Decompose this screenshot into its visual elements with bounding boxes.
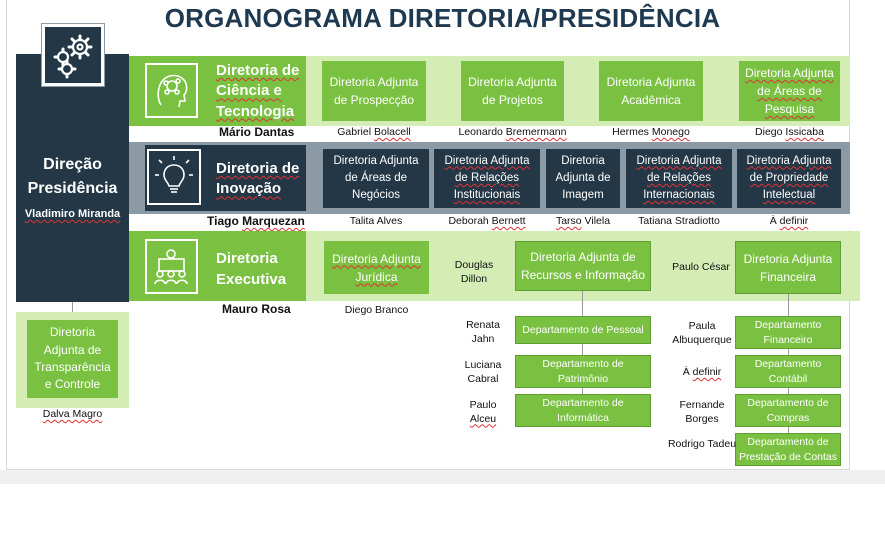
dept-pessoal: Departamento de Pessoal [515, 316, 651, 344]
imagem-box: Diretoria Adjunta de Imagem [546, 149, 620, 208]
propriedade-intelectual-name: À definir [769, 215, 809, 227]
executiva-head-label: Diretoria Executiva [216, 250, 287, 288]
presidencia-name: Vladimiro Miranda [24, 208, 121, 220]
meeting-icon [147, 241, 196, 292]
projetos-name: Leonardo Bremermann [458, 126, 567, 138]
relacoes-internacionais-name: Tatiana Stradiotto [638, 215, 720, 227]
projetos-box: Diretoria Adjunta de Projetos [461, 61, 564, 121]
dept-compras: Departamento de Compras [735, 394, 841, 427]
transparencia-box: Diretoria Adjunta de Transparência e Controle [27, 320, 118, 398]
relacoes-internacionais-box: Diretoria Adjunta de Relações Internacionais [626, 149, 732, 208]
brain-icon [147, 65, 196, 116]
recursos-name: Douglas Dillon [454, 259, 494, 285]
dept-informatica: Departamento de Informática [515, 394, 651, 427]
ciencia-head-name: Mário Dantas [219, 125, 295, 139]
academica-box: Diretoria Adjunta Acadêmica [599, 61, 703, 121]
inovacao-head-name: Tiago Marquezan [207, 214, 305, 228]
juridica-name: Diego Branco [344, 304, 409, 316]
areas-pesquisa-name: Diego Issicaba [755, 126, 824, 138]
dept-informatica-name: Paulo Alceu [469, 399, 497, 425]
presidencia-connector [72, 302, 73, 312]
dept-financeiro: Departamento Financeiro [735, 316, 841, 349]
dept-pessoal-name: Renata Jahn [466, 319, 500, 345]
dept-prestacao-contas: Departamento de Prestação de Contas [735, 433, 841, 466]
dept-contabil: Departamento Contábil [735, 355, 841, 388]
meeting-icon-frame [145, 239, 198, 294]
financeira-box: Diretoria Adjunta Financeira [735, 241, 841, 294]
dept-financeiro-name: Paula Albuquerque [672, 320, 732, 346]
prospeccao-name: Gabriel Bolacell [337, 126, 411, 138]
dept-patrimonio-name: Luciana Cabral [464, 359, 502, 385]
dept-contabil-name: À definir [682, 366, 722, 378]
juridica-box: Diretoria Adjunta Jurídica [324, 241, 429, 294]
gears-icon-frame [42, 24, 104, 86]
transparencia-name: Dalva Magro [42, 408, 103, 420]
bottom-strip [0, 470, 885, 484]
areas-pesquisa-box: Diretoria Adjunta de Áreas de Pesquisa [739, 61, 840, 121]
presidencia-title: Direção Presidência [27, 156, 118, 197]
imagem-name: Tarso Vilela [555, 215, 611, 227]
dept-compras-name: Fernande Borges [679, 399, 725, 425]
lightbulb-icon [149, 151, 199, 203]
relacoes-institucionais-box: Diretoria Adjunta de Relações Institucionais [434, 149, 540, 208]
gears-icon [45, 27, 101, 83]
propriedade-intelectual-box: Diretoria Adjunta de Propriedade Intelectual [737, 149, 841, 208]
lightbulb-icon-frame [147, 149, 201, 205]
inovacao-head-label: Diretoria de Inovação [216, 160, 300, 198]
dept-prestacao-contas-name: Rodrigo Tadeu [667, 438, 737, 450]
recursos-box: Diretoria Adjunta de Recursos e Informação [515, 241, 651, 291]
relacoes-institucionais-name: Deborah Bernett [448, 215, 526, 227]
areas-negocios-name: Talita Alves [349, 215, 403, 227]
financeira-name: Paulo César [672, 261, 730, 273]
ciencia-head-label: Diretoria de Ciência e Tecnologia [216, 62, 300, 120]
academica-name: Hermes Monego [612, 126, 690, 138]
prospeccao-box: Diretoria Adjunta de Prospecção [322, 61, 426, 121]
executiva-head-name: Mauro Rosa [222, 302, 291, 316]
areas-negocios-box: Diretoria Adjunta de Áreas de Negócios [323, 149, 429, 208]
page-title: ORGANOGRAMA DIRETORIA/PRESIDÊNCIA [164, 3, 721, 33]
dept-patrimonio: Departamento de Patrimônio [515, 355, 651, 388]
brain-icon-frame [145, 63, 198, 118]
